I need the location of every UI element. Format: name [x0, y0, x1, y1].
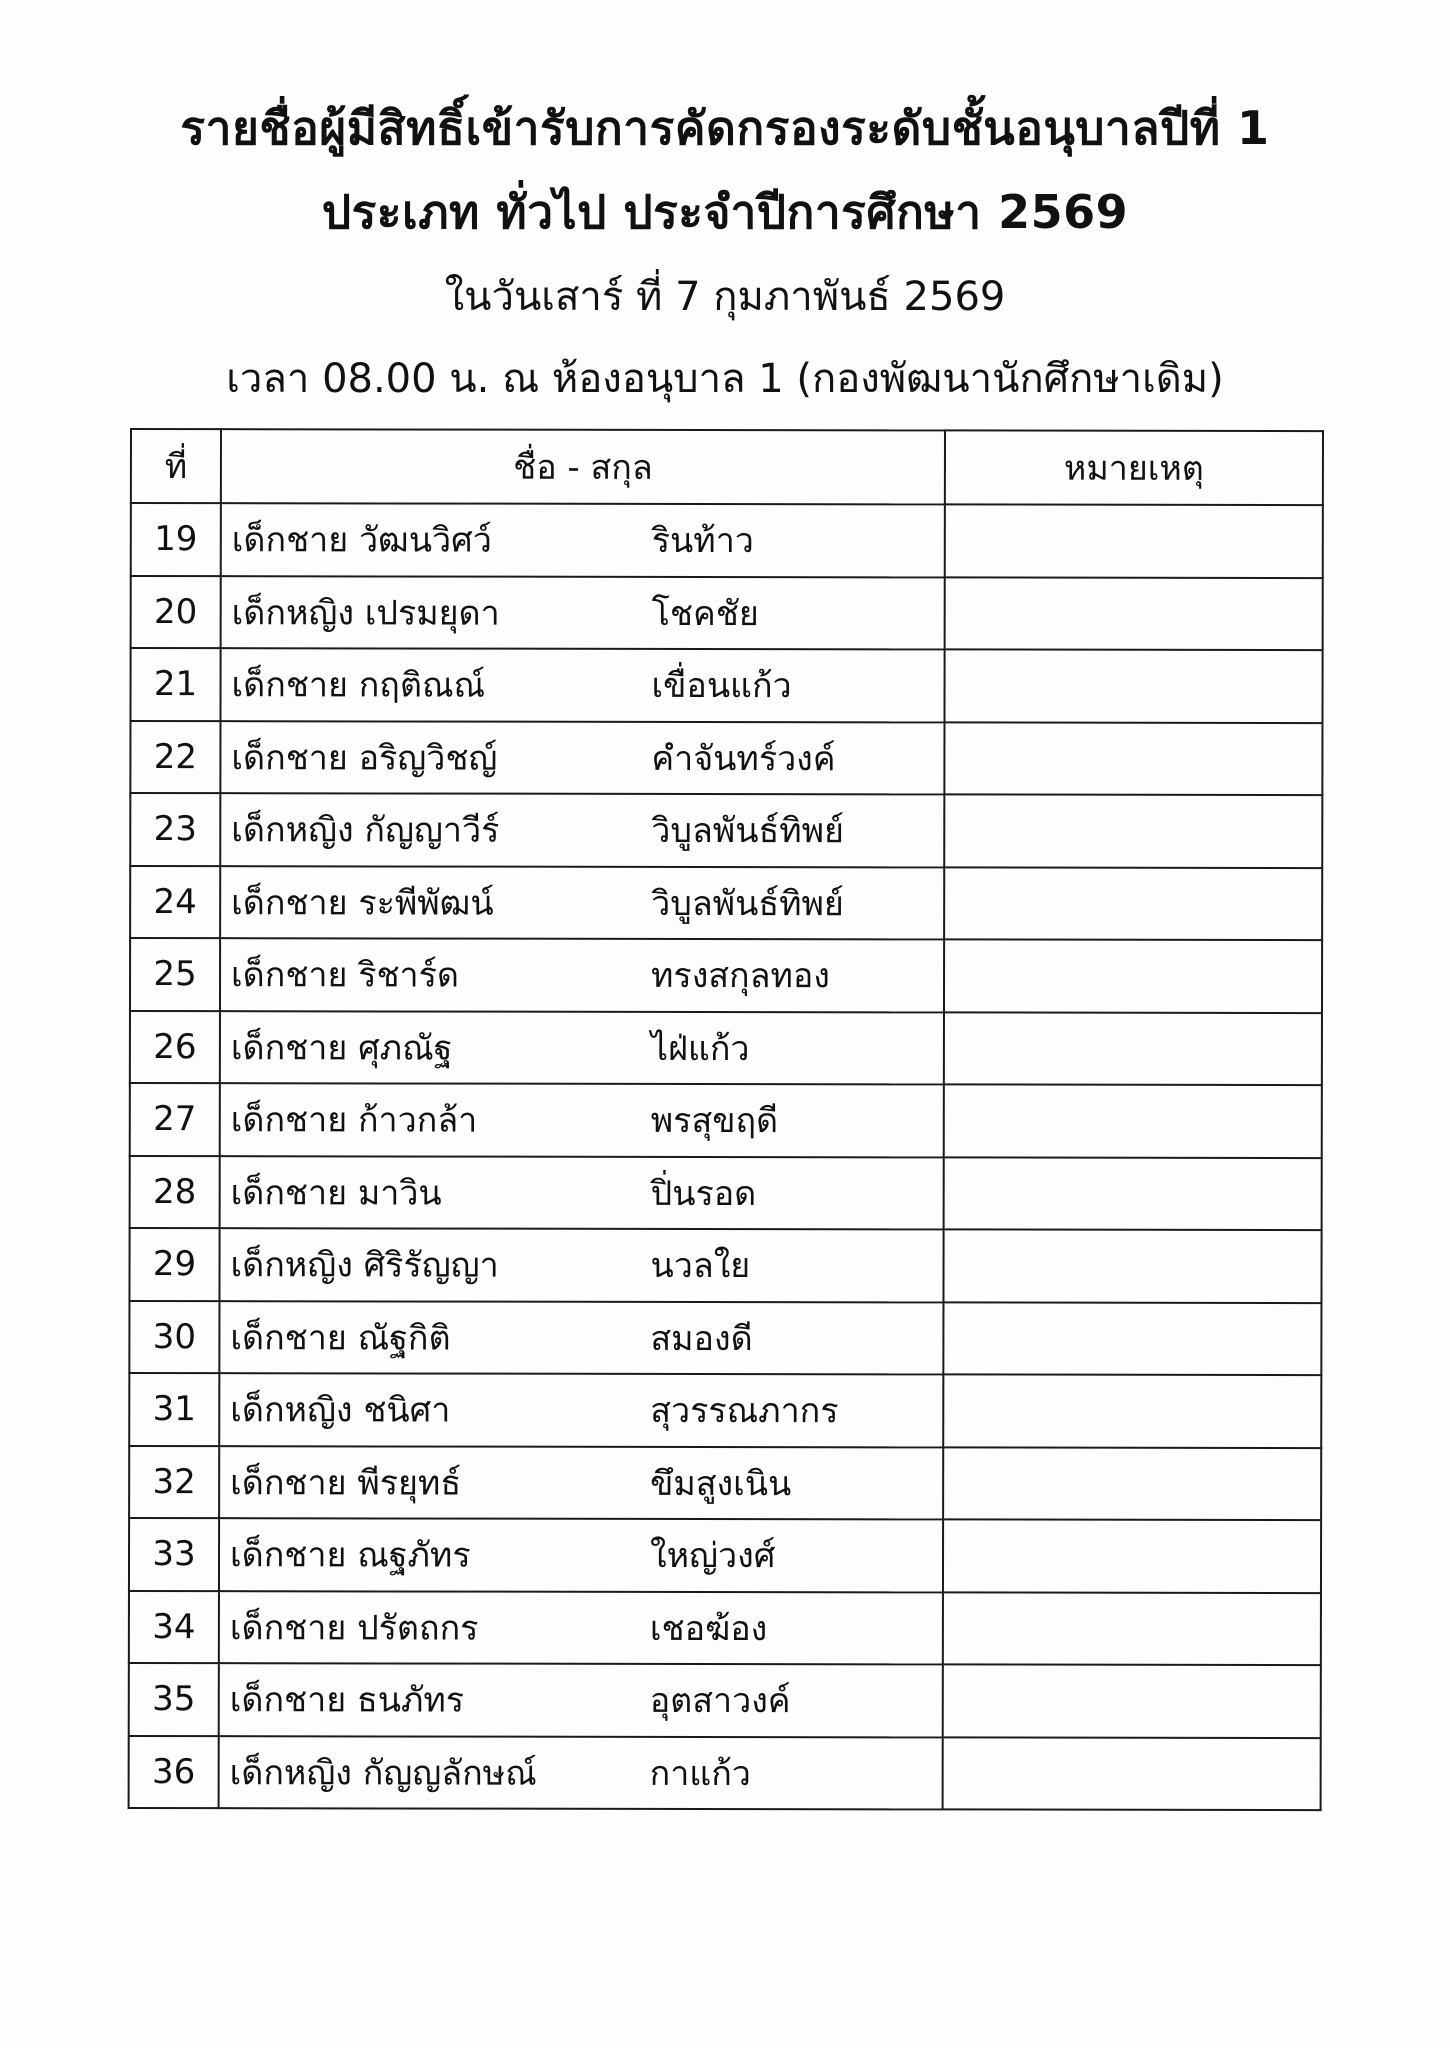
student-name-cell: [220, 648, 944, 722]
remark-cell: [944, 867, 1322, 940]
table-row: [129, 1228, 1321, 1303]
table-row: [129, 1663, 1321, 1738]
row-number: 19: [131, 503, 221, 576]
table-row: [131, 576, 1323, 651]
student-last-name: วิบูลพันธ์ทิพย์: [651, 811, 845, 852]
table-row: [130, 793, 1322, 868]
table-row: [130, 866, 1322, 941]
student-first-name: เด็กหญิง กัญญลักษณ์: [229, 1752, 537, 1794]
student-last-name: รินท้าว: [651, 521, 754, 562]
student-last-name: ไฝ่แก้ว: [650, 1028, 750, 1069]
row-number: 36: [129, 1735, 219, 1808]
student-name-cell: [220, 866, 944, 940]
document-title: รายชื่อผู้มีสิทธิ์เข้ารับการคัดกรองระดับชั้นอนุบาลปีที่ 1: [180, 101, 1270, 155]
row-number: 24: [130, 866, 220, 939]
row-number: 23: [130, 793, 220, 866]
remark-cell: [944, 1012, 1322, 1085]
student-first-name: เด็กหญิง ชนิศา: [230, 1390, 451, 1431]
student-first-name: เด็กหญิง กัญญาวีร์: [231, 810, 500, 851]
row-number: 31: [129, 1373, 219, 1446]
remark-cell: [943, 1737, 1321, 1810]
remark-cell: [943, 1374, 1321, 1447]
student-name-cell: [220, 938, 944, 1012]
student-first-name: เด็กชาย ธนภัทร: [229, 1680, 465, 1721]
student-last-name: ใหญ่วงศ์: [649, 1536, 776, 1577]
student-name-cell: [219, 1228, 943, 1302]
table-header-row: [131, 429, 1323, 505]
student-name-cell: [219, 1373, 943, 1447]
remark-cell: [943, 1664, 1321, 1737]
remark-cell: [944, 794, 1322, 867]
row-number: 20: [131, 576, 221, 649]
row-number: 21: [130, 648, 220, 721]
table-row: [129, 1518, 1321, 1593]
remark-cell: [944, 649, 1322, 722]
column-header-remark: หมายเหตุ: [945, 430, 1323, 505]
remark-cell: [944, 939, 1322, 1012]
row-number: 26: [130, 1011, 220, 1084]
table-row: [130, 648, 1322, 723]
table-row: [129, 1301, 1321, 1376]
roster-table: [128, 428, 1324, 1811]
student-first-name: เด็กชาย กฤติณณ์: [231, 665, 486, 706]
student-last-name: โชคชัย: [651, 593, 759, 634]
student-name-cell: [220, 1011, 944, 1085]
student-last-name: นวลใย: [650, 1246, 751, 1287]
student-first-name: เด็กชาย ก้าวกล้า: [230, 1100, 478, 1141]
student-last-name: สมองดี: [650, 1318, 753, 1359]
student-name-cell: [220, 1083, 944, 1157]
remark-cell: [945, 504, 1323, 577]
student-last-name: ปิ่นรอด: [650, 1173, 757, 1214]
student-last-name: เขื่อนแก้ว: [651, 666, 792, 707]
row-number: 27: [130, 1083, 220, 1156]
roster-body: [129, 503, 1323, 1810]
remark-cell: [945, 577, 1323, 650]
row-number: 25: [130, 938, 220, 1011]
student-last-name: วิบูลพันธ์ทิพย์: [651, 883, 844, 924]
student-first-name: เด็กชาย มาวิน: [230, 1172, 442, 1214]
student-name-cell: [220, 793, 944, 867]
student-first-name: เด็กชาย ณัฐกิติ: [230, 1317, 451, 1359]
row-number: 30: [129, 1301, 219, 1374]
document-subtitle: ประเภท ทั่วไป ประจำปีการศึกษา 2569: [321, 185, 1129, 239]
table-row: [130, 1156, 1322, 1231]
column-header-name: ชื่อ - สกุล: [221, 429, 945, 504]
student-name-cell: [220, 721, 944, 795]
student-name-cell: [221, 576, 945, 650]
row-number: 33: [129, 1518, 219, 1591]
student-name-cell: [219, 1736, 943, 1810]
student-first-name: เด็กชาย ศุภณัฐ: [230, 1027, 453, 1069]
student-first-name: เด็กชาย วัฒนวิศว์: [231, 520, 492, 561]
table-row: [131, 503, 1323, 578]
student-first-name: เด็กชาย ระพีพัฒน์: [231, 882, 494, 924]
student-first-name: เด็กชาย ปรัตถกร: [229, 1607, 479, 1649]
student-name-cell: [219, 1301, 943, 1375]
student-last-name: พรสุขฤดี: [650, 1101, 779, 1142]
row-number: 34: [129, 1591, 219, 1664]
row-number: 35: [129, 1663, 219, 1736]
student-last-name: ขึมสูงเนิน: [650, 1463, 792, 1504]
table-row: [129, 1735, 1321, 1810]
student-last-name: กาแก้ว: [649, 1753, 751, 1794]
exam-date: ในวันเสาร์ ที่ 7 กุมภาพันธ์ 2569: [444, 274, 1006, 320]
table-row: [130, 1083, 1322, 1158]
remark-cell: [943, 1447, 1321, 1520]
student-first-name: เด็กชาย พีรยุทธ์: [230, 1462, 462, 1504]
table-row: [130, 1011, 1322, 1086]
table-row: [129, 1446, 1321, 1521]
student-first-name: เด็กหญิง เปรมยุดา: [231, 592, 500, 634]
student-first-name: เด็กชาย ริชาร์ด: [231, 955, 460, 996]
student-name-cell: [221, 503, 945, 577]
row-number: 29: [129, 1228, 219, 1301]
student-last-name: ทรงสกุลทอง: [651, 956, 830, 997]
table-row: [129, 1373, 1321, 1448]
remark-cell: [944, 722, 1322, 795]
student-name-cell: [219, 1591, 943, 1665]
student-last-name: สุวรรณภากร: [650, 1391, 839, 1432]
remark-cell: [943, 1519, 1321, 1592]
student-last-name: อุตสาวงค์: [649, 1681, 791, 1722]
student-name-cell: [219, 1663, 943, 1737]
student-first-name: เด็กหญิง ศิริรัญญา: [230, 1245, 499, 1286]
column-header-number: ที่: [131, 429, 221, 503]
remark-cell: [944, 1084, 1322, 1157]
remark-cell: [943, 1302, 1321, 1375]
table-row: [130, 938, 1322, 1013]
exam-time-location: เวลา 08.00 น. ณ ห้องอนุบาล 1 (กองพัฒนานักศึกษาเดิม): [226, 356, 1224, 402]
row-number: 22: [130, 721, 220, 794]
student-first-name: เด็กชาย อริญวิชญ์: [231, 737, 498, 779]
student-name-cell: [219, 1518, 943, 1592]
student-name-cell: [220, 1156, 944, 1230]
row-number: 28: [130, 1156, 220, 1229]
student-last-name: คำจันทร์วงค์: [651, 738, 836, 779]
student-first-name: เด็กชาย ณฐภัทร: [229, 1535, 471, 1576]
row-number: 32: [129, 1446, 219, 1519]
remark-cell: [943, 1592, 1321, 1665]
table-row: [129, 1591, 1321, 1666]
table-row: [130, 721, 1322, 796]
remark-cell: [943, 1229, 1321, 1302]
remark-cell: [944, 1157, 1322, 1230]
student-last-name: เชอฆ้อง: [649, 1608, 768, 1649]
student-name-cell: [219, 1446, 943, 1520]
